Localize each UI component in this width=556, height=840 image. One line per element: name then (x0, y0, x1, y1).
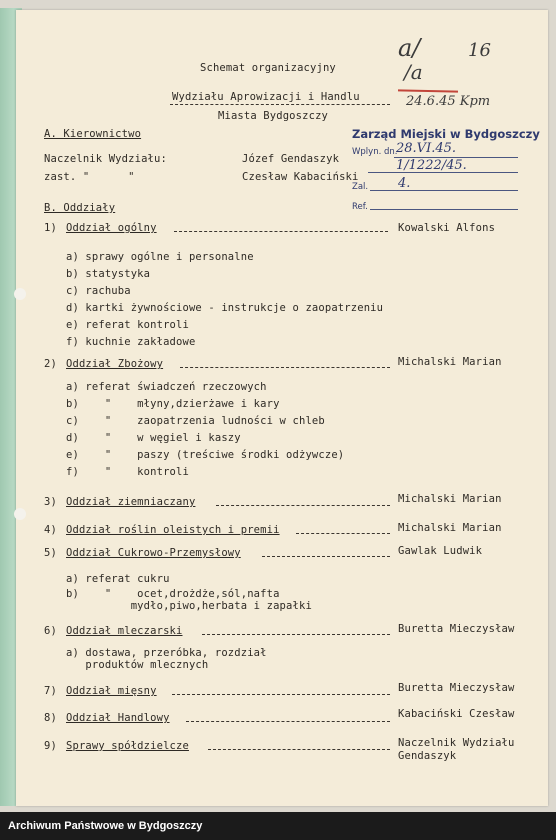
section-title: Sprawy spółdzielcze (66, 740, 189, 752)
list-item: b) " młyny,dzierżawe i kary (66, 398, 280, 410)
section-number: 6) (44, 625, 57, 637)
section-head: Buretta Mieczysław (398, 623, 515, 635)
section-number: 7) (44, 685, 57, 697)
section-head: Gawlak Ludwik (398, 545, 483, 557)
list-item: f) kuchnie zakładowe (66, 336, 196, 348)
leader-dots (172, 694, 390, 695)
stamp-zal-value: 4. (398, 176, 411, 191)
stamp-line (368, 172, 518, 173)
list-item: a) dostawa, przeróbka, rozdział (66, 647, 267, 659)
leader-dots (262, 556, 390, 557)
doc-title: Schemat organizacyjny (200, 62, 336, 74)
section-number: 2) (44, 358, 57, 370)
stamp-ref-label: Ref. (352, 202, 368, 212)
archive-footer: Archiwum Państwowe w Bydgoszczy (0, 812, 556, 840)
title-divider (170, 104, 390, 105)
leader-dots (296, 533, 390, 534)
stamp-title: Zarząd Miejski w Bydgoszczy (352, 127, 540, 141)
section-head: Michalski Marian (398, 356, 502, 368)
handwritten-ref-number: 16 (468, 40, 491, 61)
handwritten-ref-a2: /a (404, 60, 423, 84)
stamp-line (370, 209, 518, 210)
stamp-zal-label: Zal. (352, 182, 369, 192)
leader-dots (202, 634, 390, 635)
leader-dots (216, 505, 390, 506)
section-title: Oddział roślin oleistych i premii (66, 524, 280, 536)
stamp-line (370, 190, 518, 191)
section-head: Michalski Marian (398, 493, 502, 505)
section-title: Oddział Cukrowo-Przemysłowy (66, 547, 241, 559)
punch-hole (14, 508, 26, 520)
section-head: Kowalski Alfons (398, 222, 496, 234)
doc-city: Miasta Bydgoszczy (218, 110, 329, 122)
handwritten-ref-a: a/ (398, 34, 421, 62)
section-title: Oddział Handlowy (66, 712, 170, 724)
section-title: Oddział Zbożowy (66, 358, 164, 370)
doc-department: Wydziału Aprowizacji i Handlu (172, 91, 360, 103)
list-item: e) " paszy (treściwe środki odżywcze) (66, 449, 345, 461)
section-b-heading: B. Oddziały (44, 202, 116, 214)
list-item: c) rachuba (66, 285, 131, 297)
section-a-heading: A. Kierownictwo (44, 128, 142, 140)
list-item: c) " zaopatrzenia ludności w chleb (66, 415, 325, 427)
management-label: zast. " " (44, 171, 135, 183)
section-title: Oddział ogólny (66, 222, 157, 234)
list-item: e) referat kontroli (66, 319, 189, 331)
stamp-wplyn-value: 28.VI.45. (396, 141, 457, 156)
section-number: 8) (44, 712, 57, 724)
list-item: d) kartki żywnościowe - instrukcje o zaopatrzeniu (66, 302, 384, 314)
stamp-number-value: 1/1222/45. (396, 158, 467, 173)
leader-dots (186, 721, 390, 722)
handwritten-date-signature: 24.6.45 Kpm (406, 94, 491, 109)
list-item: a) sprawy ogólne i personalne (66, 251, 254, 263)
section-head: Naczelnik Wydziału (398, 737, 515, 749)
list-item: a) referat świadczeń rzeczowych (66, 381, 267, 393)
section-title: Oddział mięsny (66, 685, 157, 697)
section-head: Kabaciński Czesław (398, 708, 515, 720)
punch-hole (14, 288, 26, 300)
section-title: Oddział mleczarski (66, 625, 183, 637)
leader-dots (208, 749, 390, 750)
list-item: mydło,piwo,herbata i zapałki (66, 600, 312, 612)
section-head: Michalski Marian (398, 522, 502, 534)
list-item: b) " ocet,drożdże,sól,nafta (66, 588, 280, 600)
leader-dots (180, 367, 390, 368)
list-item: d) " w węgiel i kaszy (66, 432, 241, 444)
section-head-continued: Gendaszyk (398, 750, 457, 762)
section-number: 4) (44, 524, 57, 536)
section-number: 3) (44, 496, 57, 508)
list-item: produktów mlecznych (66, 659, 209, 671)
management-label: Naczelnik Wydziału: (44, 153, 167, 165)
leader-dots (174, 231, 388, 232)
section-head: Buretta Mieczysław (398, 682, 515, 694)
section-title: Oddział ziemniaczany (66, 496, 196, 508)
section-number: 1) (44, 222, 57, 234)
section-number: 5) (44, 547, 57, 559)
section-number: 9) (44, 740, 57, 752)
management-name: Czesław Kabaciński (242, 171, 359, 183)
list-item: b) statystyka (66, 268, 151, 280)
management-name: Józef Gendaszyk (242, 153, 340, 165)
list-item: a) referat cukru (66, 573, 170, 585)
stamp-wplyn-label: Wplyn. dn. (352, 147, 398, 157)
list-item: f) " kontroli (66, 466, 189, 478)
